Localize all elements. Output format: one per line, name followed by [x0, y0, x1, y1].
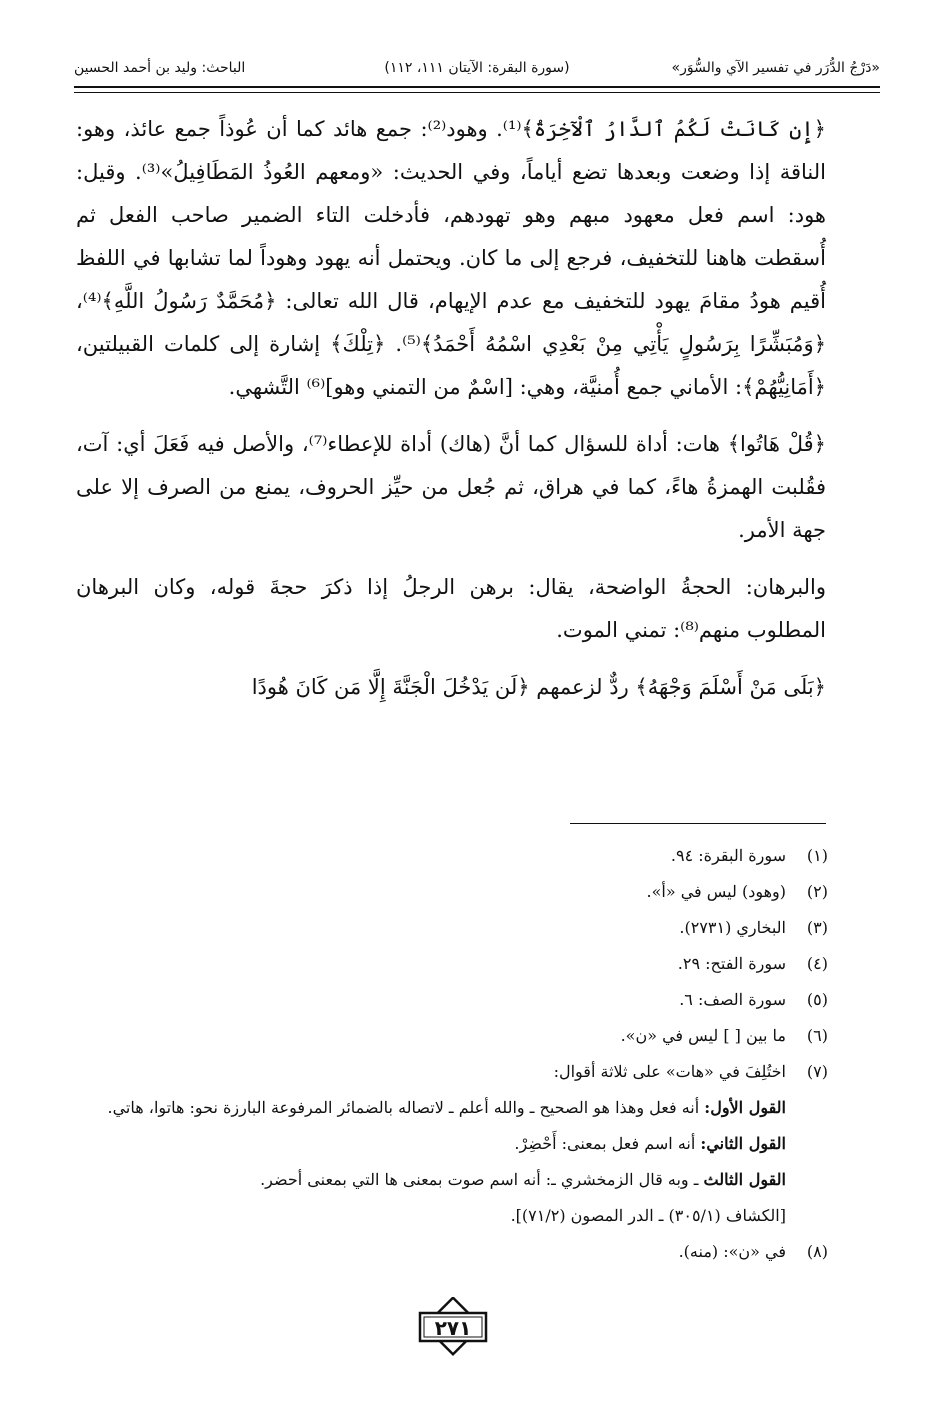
page-number: ٢٧١ [434, 1316, 472, 1340]
header-rule-thick [74, 86, 880, 88]
paragraph-2: ﴿قُلْ هَاتُوا﴾ هات: أداة للسؤال كما أنَّ (هاك) أداة للإعطاء⁽⁷⁾، والأصل فيه فَعَلَ أي: آت، فقُلبت الهمزةُ هاءً، كما في هراق، ثم جُعل من حيِّز الحروف، يمنع من الصرف إلا على جهة الأمر. [76, 432, 826, 542]
footnote-text: اختُلِفَ في «هات» على ثلاثة أقوال: [553, 1062, 786, 1081]
running-header [74, 52, 880, 88]
footnote-number: (١) [806, 846, 828, 865]
opinion-text: أنه فعل وهذا هو الصحيح ـ والله أعلم ـ لاتصاله بالضمائر المرفوعة البارزة نحو: هاتوا، هاتي. [107, 1098, 705, 1117]
footnote [76, 838, 828, 874]
footnote-number: (٧) [806, 1062, 828, 1081]
page-number-ornament [408, 1297, 498, 1359]
header-editor: الباحث: وليد بن أحمد الحسين [74, 60, 246, 76]
footnote-7-reference: [الكشاف (٣٠٥/١) ـ الدر المصون (٧١/٢)]. [510, 1206, 786, 1225]
opinion-text: ـ وبه قال الزمخشري ـ: أنه اسم صوت بمعنى ها التي بمعنى أحضر. [260, 1170, 704, 1189]
footnote-text: سورة الفتح: ٢٩. [677, 954, 786, 973]
footnote-text: سورة البقرة: ٩٤. [670, 846, 786, 865]
paragraph-4: ﴿بَلَى مَنْ أَسْلَمَ وَجْهَهُ﴾ ردٌّ لزعمهم ﴿لَن يَدْخُلَ الْجَنَّةَ إِلَّا مَن كَانَ هُودًا [251, 675, 826, 699]
header-rule-thin [74, 92, 880, 93]
footnote [76, 946, 828, 982]
opinion-text: أنه اسم فعل بمعنى: أَحْضِرْ. [514, 1134, 701, 1153]
footnote-text: البخاري (٢٧٣١). [679, 918, 786, 937]
opinion-label: القول الأول: [704, 1098, 786, 1117]
header-book-title: «دَرْجُ الدُّرَر في تفسير الآي والسُّوَر» [671, 60, 880, 76]
opinion-label: القول الثاني: [700, 1134, 786, 1153]
footnote-separator [570, 823, 826, 824]
footnote-number: (٦) [806, 1026, 828, 1045]
footnote-number: (٥) [806, 990, 828, 1009]
footnote [76, 1054, 828, 1090]
footnote-text: (وهود) ليس في «أ». [646, 882, 786, 901]
paragraph-1: ﴿إِن كَانَتْ لَكُمُ ٱلدَّارُ ٱلْآخِرَةُ﴾⁽¹⁾. وهود⁽²⁾: جمع هائد كما أن عُوذاً جمع عائذ، وهو: الناقة إذا وضعت وبعدها تضع أياماً، وفي الحديث: «ومعهم العُوذُ المَطَافِيلُ»⁽³⁾. وقيل: هود: اسم فعل معهود مبهم وهو تهودهم، فأدخلت التاء الضمير صاحب الفعل ثم أُسقطت هاهنا للتخفيف، فرجع إلى ما كان. ويحتمل أنه يهود وهوداً لما تشابها في اللفظ أُقيم هودُ مقامَ يهود للتخفيف مع عدم الإيهام، قال الله تعالى: ﴿مُحَمَّدٌ رَسُولُ اللَّهِ﴾⁽⁴⁾، ﴿وَمُبَشِّرًا بِرَسُولٍ يَأْتِي مِنْ بَعْدِي اسْمُهُ أَحْمَدُ﴾⁽⁵⁾. ﴿تِلْكَ﴾ إشارة إلى كلمات القبيلتين، ﴿أَمَانِيُّهُمْ﴾: الأماني جمع أُمنيَّة، وهي: [اسْمٌ من التمني وهو]⁽⁶⁾ التَّشهي. [76, 117, 826, 399]
footnote [76, 1234, 828, 1270]
paragraph-3: والبرهان: الحجةُ الواضحة، يقال: برهن الرجلُ إذا ذكرَ حجةَ قوله، وكان البرهان المطلوب منهم⁽⁸⁾: تمني الموت. [76, 575, 826, 642]
footnote-text: في «ن»: (منه). [678, 1242, 786, 1261]
footnote-text: ما بين [ ] ليس في «ن». [620, 1026, 786, 1045]
footnote [76, 874, 828, 910]
footnote-number: (٣) [806, 918, 828, 937]
footnote-7-opinion-3 [76, 1162, 828, 1198]
footnotes [76, 838, 828, 1270]
footnote-7-opinion-1 [76, 1090, 828, 1126]
footnote-number: (٤) [806, 954, 828, 973]
header-section: (سورة البقرة: الآيتان ١١١، ١١٢) [384, 60, 570, 76]
footnote [76, 1018, 828, 1054]
footnote-7-opinion-2 [76, 1126, 828, 1162]
footnote-text: سورة الصف: ٦. [679, 990, 786, 1009]
footnote-number: (٨) [806, 1242, 828, 1261]
footnote-number: (٢) [806, 882, 828, 901]
footnote [76, 982, 828, 1018]
footnote [76, 910, 828, 946]
main-text [76, 108, 826, 723]
opinion-label: القول الثالث [703, 1170, 786, 1189]
